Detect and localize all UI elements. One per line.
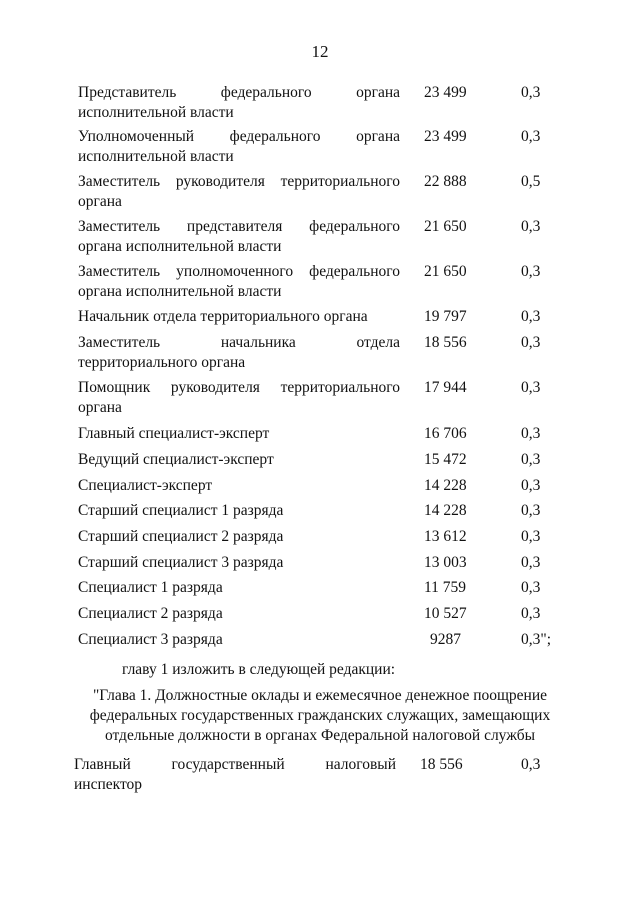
coefficient-value: 0,3"; [521, 631, 552, 648]
position-name [78, 262, 400, 302]
position-name-line: Специалист 3 разряда [78, 631, 223, 648]
coefficient-value: 0,3 [521, 84, 541, 101]
salary-value: 21 650 [424, 263, 467, 280]
position-name-line: Уполномоченный федерального органа [78, 128, 400, 145]
intro-text: главу 1 изложить в следующей редакции: [122, 661, 396, 678]
position-name [74, 755, 396, 795]
salary-value: 14 228 [424, 502, 467, 519]
salary-value: 15 472 [424, 451, 467, 468]
salary-value: 13 003 [424, 554, 467, 571]
salary-value: 10 527 [424, 605, 467, 622]
salary-value: 13 612 [424, 528, 467, 545]
salary-value: 22 888 [424, 173, 467, 190]
position-name [78, 127, 400, 167]
coefficient-value: 0,3 [521, 554, 541, 571]
coefficient-value: 0,3 [521, 334, 541, 351]
position-name-line: Главный государственный налоговый [74, 756, 396, 773]
position-name-line: Специалист 2 разряда [78, 605, 223, 622]
position-name [78, 450, 400, 470]
coefficient-value: 0,3 [521, 128, 541, 145]
salary-value: 21 650 [424, 218, 467, 235]
position-name [78, 378, 400, 418]
chapter-heading-line: федеральных государственных гражданских служащих, замещающих [89, 707, 551, 724]
coefficient-value: 0,3 [521, 528, 541, 545]
salary-value: 16 706 [424, 425, 467, 442]
position-name [78, 476, 400, 496]
coefficient-value: 0,3 [521, 218, 541, 235]
chapter-heading [70, 686, 570, 746]
position-name-line: Заместитель руководителя территориального [78, 173, 400, 190]
position-name-line: Ведущий специалист-эксперт [78, 451, 274, 468]
coefficient-value: 0,3 [521, 425, 541, 442]
position-name-line: Старший специалист 2 разряда [78, 528, 284, 545]
salary-value: 14 228 [424, 477, 467, 494]
coefficient-value: 0,3 [521, 379, 541, 396]
salary-value: 18 556 [420, 756, 463, 773]
position-name [78, 307, 400, 327]
position-name-line: органа [78, 399, 122, 416]
coefficient-value: 0,3 [521, 308, 541, 325]
salary-value: 23 499 [424, 128, 467, 145]
position-name-line: территориального органа [78, 354, 246, 371]
salary-value: 11 759 [424, 579, 467, 596]
position-name [78, 604, 400, 624]
position-name [78, 424, 400, 444]
position-name-line: Заместитель представителя федерального [78, 218, 400, 235]
position-name-line: Специалист 1 разряда [78, 579, 223, 596]
position-name [78, 217, 400, 257]
coefficient-value: 0,3 [521, 263, 541, 280]
position-name [78, 83, 400, 123]
chapter-heading-line: отдельные должности в органах Федеральной налоговой службы [104, 727, 536, 744]
position-name-line: Представитель федерального органа [78, 84, 400, 101]
position-name [78, 527, 400, 547]
position-name [78, 630, 400, 650]
position-name-line: исполнительной власти [78, 148, 234, 165]
page-number: 12 [311, 42, 329, 61]
position-name-line: Помощник руководителя территориального [78, 379, 400, 396]
position-name-line: органа [78, 193, 122, 210]
position-name-line: Старший специалист 3 разряда [78, 554, 284, 571]
salary-value: 9287 [430, 631, 461, 648]
position-name [78, 333, 400, 373]
position-name-line: Специалист-эксперт [78, 477, 213, 494]
position-name-line: Главный специалист-эксперт [78, 425, 270, 442]
salary-value: 17 944 [424, 379, 467, 396]
position-name [78, 553, 400, 573]
salary-value: 18 556 [424, 334, 467, 351]
position-name-line: исполнительной власти [78, 104, 234, 121]
position-name-line: Старший специалист 1 разряда [78, 502, 284, 519]
coefficient-value: 0,3 [521, 477, 541, 494]
salary-value: 23 499 [424, 84, 467, 101]
position-name-line: органа исполнительной власти [78, 283, 282, 300]
coefficient-value: 0,3 [521, 756, 541, 773]
position-name [78, 578, 400, 598]
coefficient-value: 0,5 [521, 173, 541, 190]
coefficient-value: 0,3 [521, 579, 541, 596]
coefficient-value: 0,3 [521, 605, 541, 622]
position-name-line: Начальник отдела территориального органа [78, 308, 368, 325]
coefficient-value: 0,3 [521, 451, 541, 468]
chapter-heading-line: "Глава 1. Должностные оклады и ежемесячное денежное поощрение [92, 687, 548, 704]
position-name-line: Заместитель уполномоченного федерального [78, 263, 400, 280]
position-name [78, 501, 400, 521]
position-name-line: инспектор [74, 776, 143, 793]
coefficient-value: 0,3 [521, 502, 541, 519]
position-name-line: Заместитель начальника отдела [78, 334, 400, 351]
position-name [78, 172, 400, 212]
position-name-line: органа исполнительной власти [78, 238, 282, 255]
salary-value: 19 797 [424, 308, 467, 325]
